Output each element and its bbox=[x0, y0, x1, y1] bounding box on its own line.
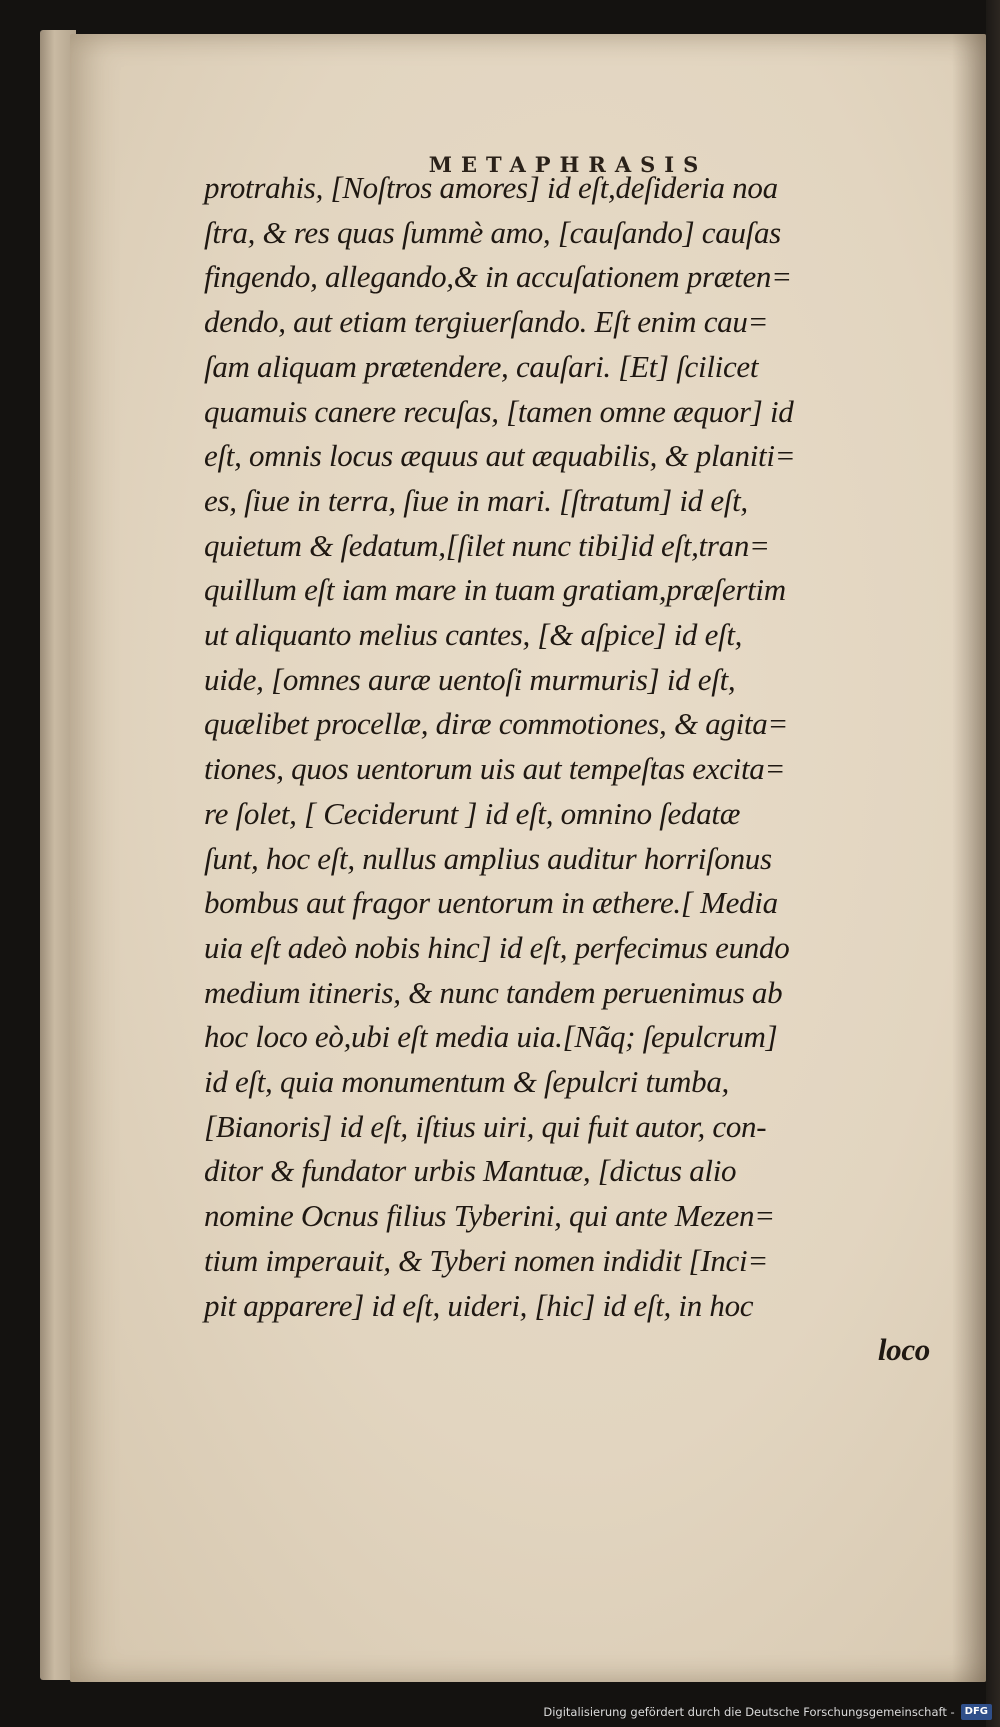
text-line: ſtra, & res quas ſummè amo, [cauſando] cauſas bbox=[204, 214, 781, 250]
text-line: ſam aliquam prætendere, cauſari. [Et] ſcilicet bbox=[204, 348, 759, 384]
text-line: re ſolet, [ Ceciderunt ] id eſt, omnino ſedatæ bbox=[204, 795, 741, 831]
text-line: [Bianoris] id eſt, iſtius uiri, qui fuit autor, con- bbox=[204, 1108, 767, 1144]
text-line: ſunt, hoc eſt, nullus amplius auditur horriſonus bbox=[204, 840, 772, 876]
text-line: tium imperauit, & Tyberi nomen indidit [Inci= bbox=[204, 1242, 768, 1278]
text-line: ditor & fundator urbis Mantuæ, [dictus alio bbox=[204, 1153, 737, 1189]
dfg-logo: DFG bbox=[961, 1704, 992, 1720]
catchword: loco bbox=[877, 1332, 930, 1368]
text-line: protrahis, [Noſtros amores] id eſt,deſideria noa bbox=[204, 170, 778, 205]
text-line: eſt, omnis locus æquus aut æquabilis, & planiti= bbox=[204, 438, 796, 474]
digitization-footer bbox=[543, 1703, 992, 1721]
text-line: nomine Ocnus filius Tyberini, qui ante Mezen= bbox=[204, 1198, 775, 1234]
text-line: ut aliquanto melius cantes, [& aſpice] id eſt, bbox=[204, 617, 743, 653]
page-curl bbox=[952, 34, 986, 1682]
text-line: uide, [omnes auræ uentoſi murmuris] id eſt, bbox=[204, 661, 736, 697]
running-head: METAPHRASIS bbox=[428, 152, 708, 177]
text-line: id eſt, quia monumentum & ſepulcri tumba, bbox=[204, 1064, 729, 1100]
text-line: quietum & ſedatum,[ſilet nunc tibi]id eſt,tran= bbox=[204, 527, 770, 563]
text-line: es, ſiue in terra, ſiue in mari. [ſtratum] id eſt, bbox=[204, 482, 748, 518]
body-text bbox=[204, 166, 944, 1373]
text-line: fingendo, allegando,& in accuſationem præten= bbox=[204, 259, 792, 295]
text-line: tiones, quos uentorum uis aut tempeſtas excita= bbox=[204, 751, 786, 787]
text-line: dendo, aut etiam tergiuerſando. Eſt enim cau= bbox=[204, 304, 769, 340]
text-line: quamuis canere recuſas, [tamen omne æquor] id bbox=[204, 393, 794, 429]
text-line: pit apparere] id eſt, uideri, [hic] id eſt, in hoc bbox=[204, 1287, 754, 1323]
text-line: quælibet procellæ, diræ commotiones, & agita= bbox=[204, 706, 789, 742]
text-line: bombus aut fragor uentorum in æthere.[ Media bbox=[204, 885, 778, 921]
text-line: hoc loco eò,ubi eſt media uia.[Nãq; ſepulcrum] bbox=[204, 1019, 778, 1055]
text-line: medium itineris, & nunc tandem peruenimus ab bbox=[204, 974, 783, 1010]
text-line: quillum eſt iam mare in tuam gratiam,præſertim bbox=[204, 572, 786, 608]
text-line: uia eſt adeò nobis hinc] id eſt, perfecimus eundo bbox=[204, 929, 790, 965]
book-edge bbox=[986, 0, 1000, 1727]
footer-credit: Digitalisierung gefördert durch die Deutsche Forschungsgemeinschaft - bbox=[543, 1705, 955, 1719]
